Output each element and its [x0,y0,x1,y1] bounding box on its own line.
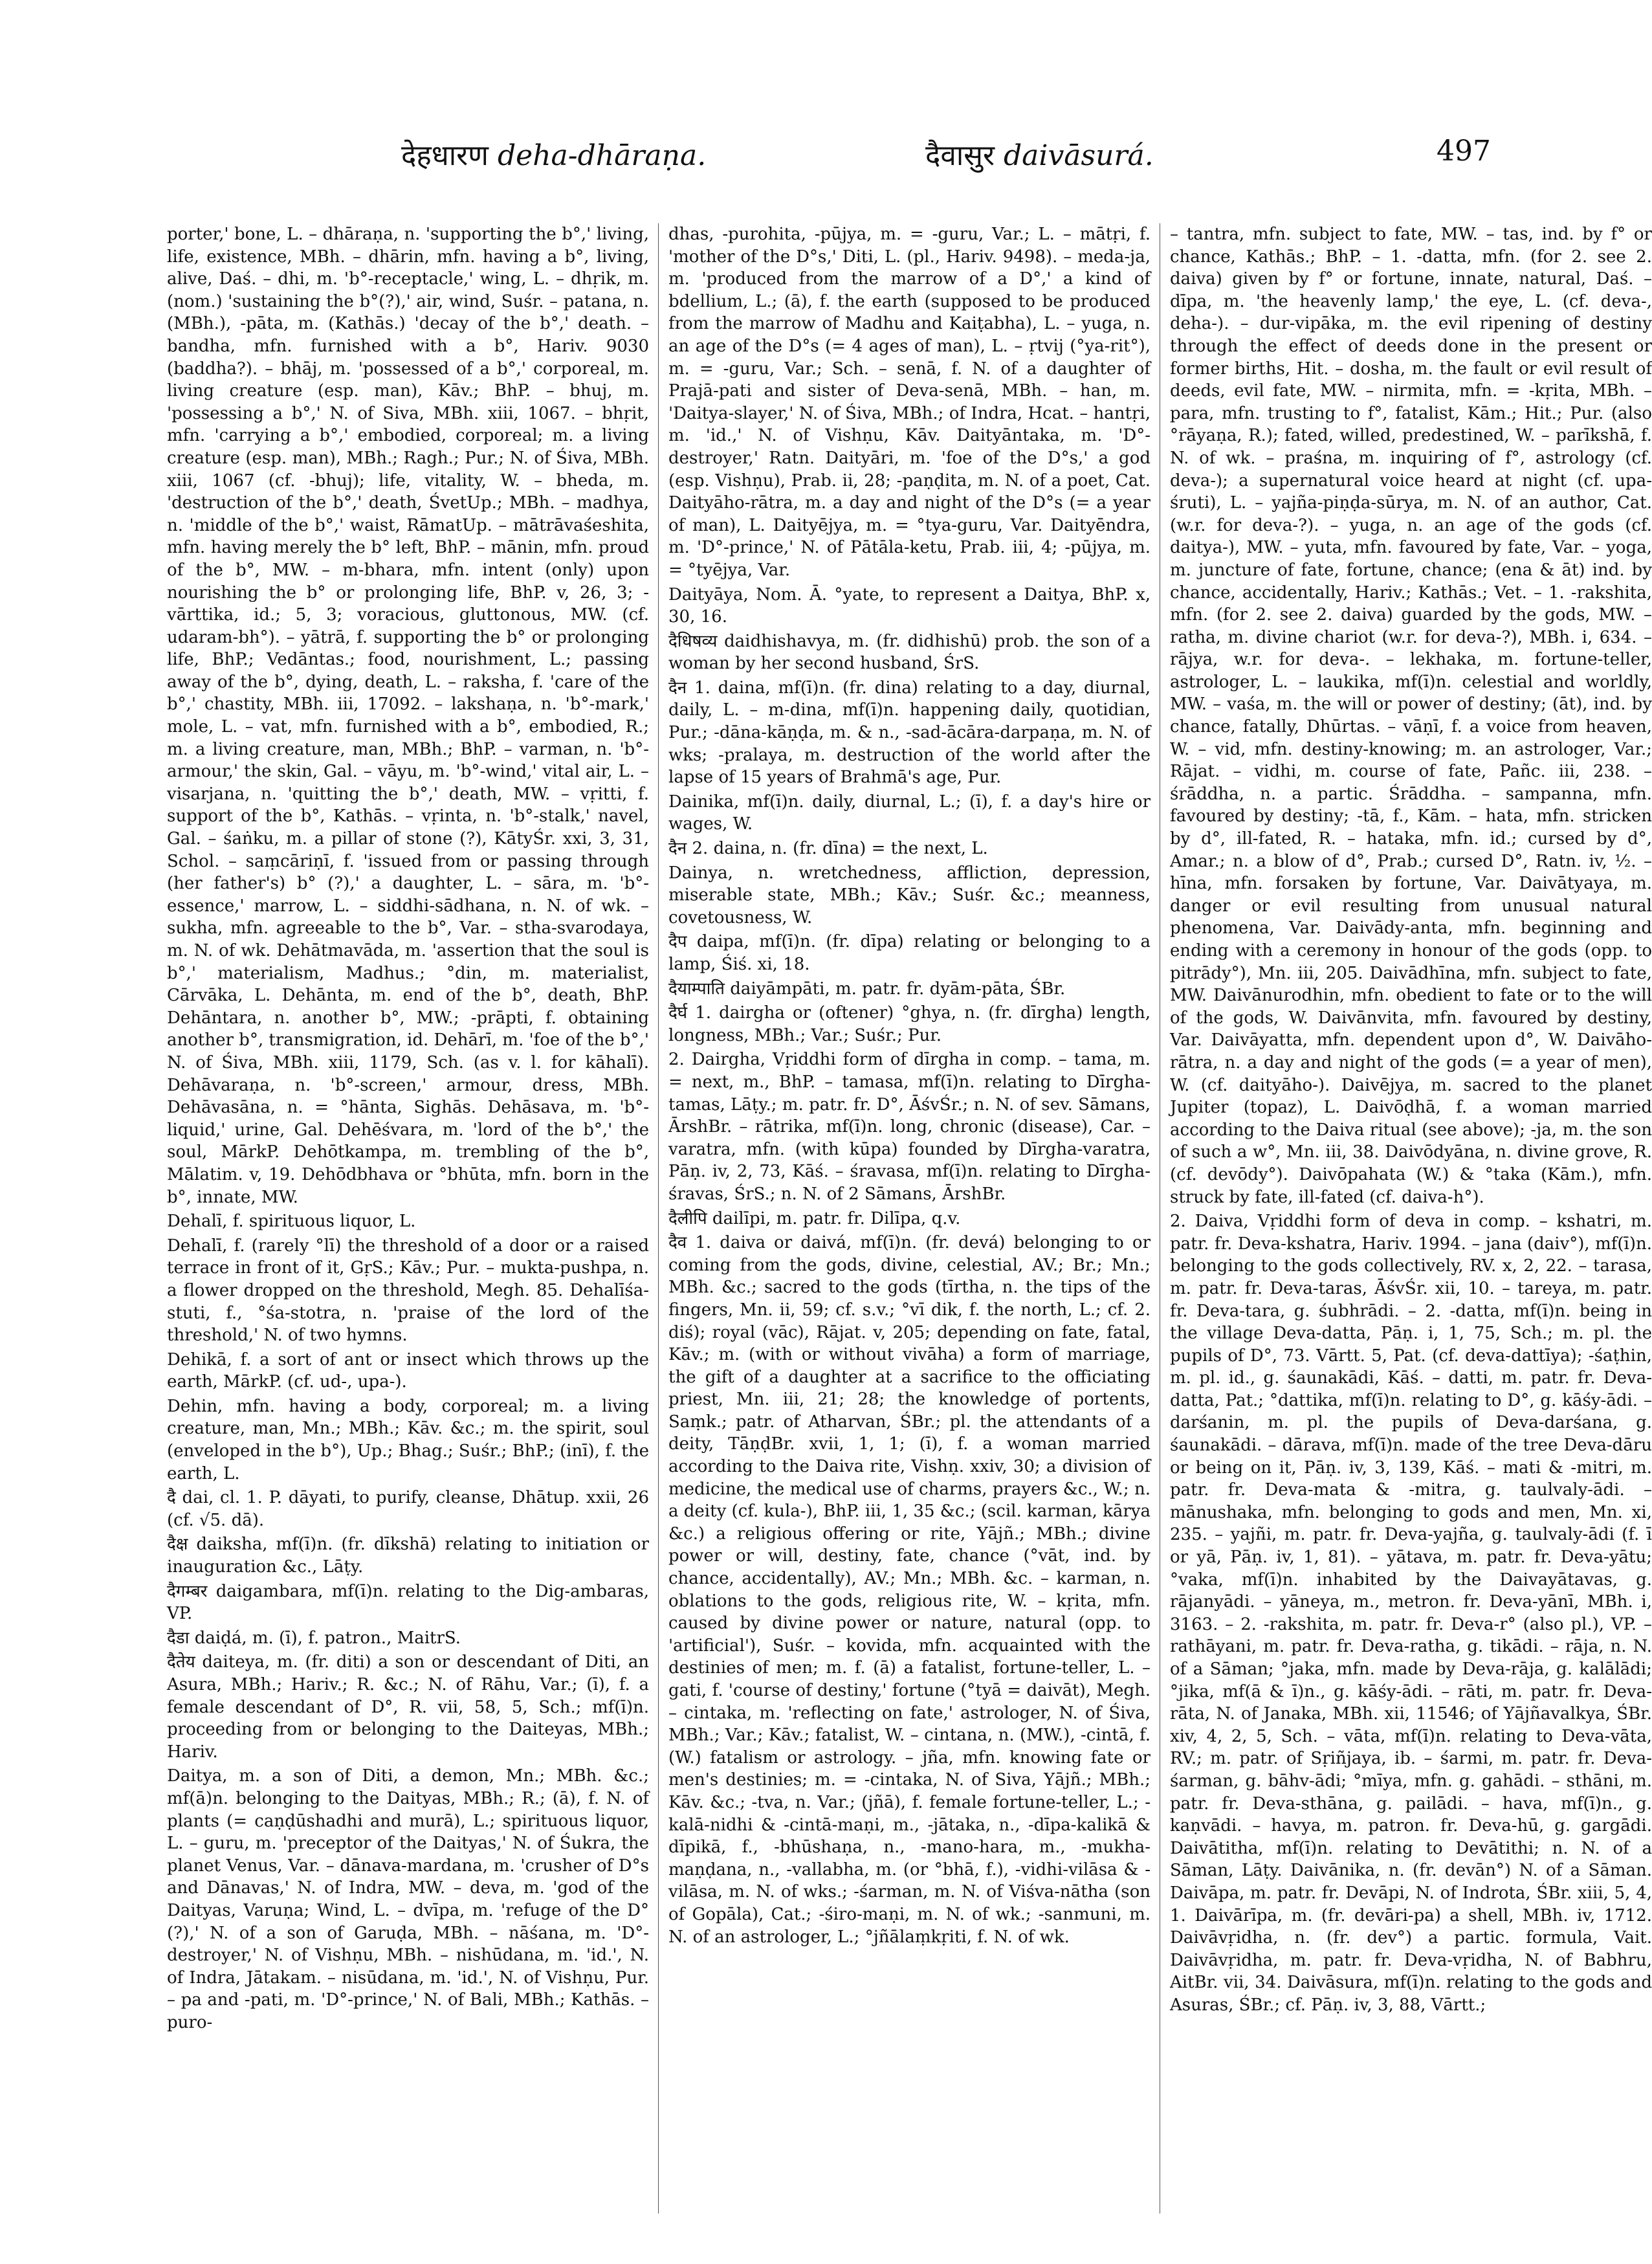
dictionary-entry: Dehalī, f. (rarely °lī) the threshold of a door or a raised terrace in front of it, GṛS.; Kāv.; Pur. – mukta-pushpa, n. a flower dropped on the threshold, Megh. 85. Dehalīśa-stuti, f., °śa-stotra, n. 'praise of the lord of the threshold,' N. of two hymns. [167,1236,649,1346]
column-1 [167,223,649,2217]
dictionary-entry: दैधिषव्य daidhishavya, m. (fr. didhishū) prob. the son of a woman by her second husband, ŚrS. [668,631,1151,674]
dictionary-entry: Dehikā, f. a sort of ant or insect which throws up the earth, MārkP. (cf. ud-, upa-). [167,1349,649,1392]
dictionary-entry: 2. Daiva, Vṛiddhi form of deva in comp. – kshatri, m. patr. fr. Deva-kshatra, Hariv. 1994. – jana (daiv°), mf(ī)n. belonging to the gods collectively, RV. x, 2, 22. – tarasa, m. patr. fr. Deva-taras, ĀśvŚr. xii, 10. – tareya, m. patr. fr. Deva-tara, g. śubhrādi. – 2. -datta, mf(ī)n. being in the village Deva-datta, Pāṇ. i, 1, 75, Sch.; m. pl. the pupils of D°, 73. Vārtt. 5, Pat. (cf. deva-dattīya); -śaṭhin, m. pl. id., g. śaunakādi, Kāś. – datti, m. patr. fr. Deva-datta, Pat.; °dattika, mf(ī)n. relating to D°, g. kāśy-ādi. – darśanin, m. pl. the pupils of Deva-darśana, g. śaunakādi. – dārava, mf(ī)n. made of the tree Deva-dāru or being on it, Pāṇ. iv, 3, 139, Kāś. – mati & -mitri, m. patr. fr. Deva-mata & -mitra, g. taulvaly-ādi. – mānushaka, mfn. belonging to gods and men, Mn. xi, 235. – yajñi, m. patr. fr. Deva-yajña, g. taulvaly-ādi (f. ī or yā, Pāṇ. iv, 1, 81). – yātava, m. patr. fr. Deva-yātu; °vaka, mf(ī)n. inhabited by the Daivayātavas, g. rājanyādi. – yāneya, m., metron. fr. Deva-yānī, MBh. i, 3163. – 2. -rakshita, m. patr. fr. Deva-r° (also pl.), VP. – rathāyani, m. patr. fr. Deva-ratha, g. tikādi. – rāja, n. N. of a Sāman; °jaka, mfn. made by Deva-rāja, g. kalālādi; °jika, mf(ā & ī)n., g. kāśy-ādi. – rāti, m. patr. fr. Deva-rāta, N. of Janaka, MBh. xii, 11546; of Yājñavalkya, ŚBr. xiv, 4, 2, 5, Sch. – vāta, mf(ī)n. relating to Deva-vāta, RV.; m. patr. of Sṛiñjaya, ib. – śarmi, m. patr. fr. Deva-śarman, g. bāhv-ādi; °mīya, mfn. g. gahādi. – sthāni, m. patr. fr. Deva-sthāna, g. pailādi. – hava, mf(ī)n., g. kaṇvādi. – havya, m. patron. fr. Deva-hū, g. gargādi. Daivātitha, mf(ī)n. relating to Devātithi; n. N. of a Sāman, Lāṭy. Daivānika, n. (fr. devān°) N. of a Sāman. Daivāpa, m. patr. fr. Devāpi, N. of Indrota, ŚBr. xiii, 5, 4, 1. Daivārīpa, m. (fr. devāri-pa) a shell, MBh. iv, 1712. Daivāvṛidha, n. (fr. dev°) a partic. formula, Vait. Daivāvṛidha, m. patr. fr. Deva-vṛidha, N. of Babhru, AitBr. vii, 34. Daivāsura, mf(ī)n. relating to the gods and Asuras, ŚBr.; cf. Pāṇ. iv, 3, 88, Vārtt.; [1170,1212,1652,2015]
dictionary-entry: दैगम्बर daigambara, mf(ī)n. relating to the Dig-ambaras, VP. [167,1581,649,1624]
right-headword-roman: daivāsurá. [1003,139,1154,172]
left-headword [401,135,706,173]
dictionary-entry: Dainika, mf(ī)n. daily, diurnal, L.; (ī), f. a day's hire or wages, W. [668,792,1151,834]
dictionary-entry: – tantra, mfn. subject to fate, MW. – tas, ind. by f° or chance, Kathās.; BhP. – 1. -datta, mfn. (for 2. see 2. daiva) given by f° or fortune, innate, natural, Daś. – dīpa, m. 'the heavenly lamp,' the eye, L. (cf. deva-, deha-). – dur-vipāka, m. the evil ripening of destiny through the effect of deeds done in the present or former births, Hit. – dosha, m. the fault or evil result of deeds, evil fate, MW. – nirmita, mfn. = -kṛita, MBh. – para, mfn. trusting to f°, fatalist, Kām.; Hit.; Pur. (also °rāyaṇa, R.); fated, willed, predestined, W. – parīkshā, f. N. of wk. – praśna, m. inquiring of f°, astrology (cf. deva-); a supernatural voice heard at night (cf. upa-śruti), L. – yajña-piṇḍa-sūrya, m. N. of an author, Cat. (w.r. for deva-?). – yuga, n. an age of the gods (cf. daitya-), MW. – yuta, mfn. favoured by fate, Var. – yoga, m. juncture of fate, fortune, chance; (ena & āt) ind. by chance, accidentally, Hariv.; Kathās.; Vet. – 1. -rakshita, mfn. (for 2. see 2. daiva) guarded by the gods, MW. – ratha, m. divine chariot (w.r. for deva-?), MBh. i, 634. – rājya, w.r. for deva-. – lekhaka, m. fortune-teller, astrologer, L. – laukika, mf(ī)n. celestial and worldly, MW. – vaśa, m. the will or power of destiny; (āt), ind. by chance, fatally, Dhūrtas. – vāṇī, f. a voice from heaven, W. – vid, mfn. destiny-knowing; m. an astrologer, Var.; Rājat. – vidhi, m. course of fate, Pañc. iii, 238. – śrāddha, n. a partic. Śrāddha. – sampanna, mfn. favoured by destiny; -tā, f., Kām. – hata, mfn. stricken by d°, ill-fated, R. – hataka, mfn. id.; cursed by d°, Amar.; n. a blow of d°, Prab.; cursed D°, Ratn. iv, ½. – hīna, mfn. forsaken by fortune, Var. Daivātyaya, m. danger or evil resulting from unusual natural phenomena, Var. Daivādy-anta, mfn. beginning and ending with a ceremony in honour of the gods (opp. to pitrādy°), Mn. iii, 205. Daivādhīna, mfn. subject to fate, MW. Daivānurodhin, mfn. obedient to fate or to the will of the gods, W. Daivānvita, mfn. favoured by destiny, Var. Daivāyatta, mfn. dependent upon d°, W. Daivāho-rātra, n. a day and night of the gods (= a year of men), W. (cf. daityāho-). Daivējya, m. sacred to the planet Jupiter (topaz), L. Daivōḍhā, f. a woman married according to the Daiva ritual (see above); -ja, m. the son of such a w°, Mn. iii, 38. Daivōdyāna, n. divine grove, R. (cf. devōdy°). Daivōpahata (W.) & °taka (Kām.), mfn. struck by fate, ill-fated (cf. daiva-h°). [1170,225,1652,1207]
column-2 [668,223,1151,2217]
dictionary-entry: dhas, -purohita, -pūjya, m. = -guru, Var.; L. – mātṛi, f. 'mother of the D°s,' Diti, L. (pl., Hariv. 9498). – meda-ja, m. 'produced from the marrow of a D°,' a kind of bdellium, L.; (ā), f. the earth (supposed to be produced from the marrow of Madhu and Kaiṭabha), L. – yuga, n. an age of the D°s (= 4 ages of man), L. – ṛtvij (°ya-rit°), m. = -guru, Var.; Sch. – senā, f. N. of a daughter of Prajā-pati and sister of Deva-senā, MBh. – han, m. 'Daitya-slayer,' N. of Śiva, MBh.; of Indra, Hcat. – hantṛi, m. 'id.,' N. of Vishṇu, Kāv. Daityāntaka, m. 'D°-destroyer,' Ratn. Daityāri, m. 'foe of the D°s,' a god (esp. Vishṇu), Prab. ii, 28; -paṇḍita, m. N. of a poet, Cat. Daityāho-rātra, m. a day and night of the D°s (= a year of man), L. Daityējya, m. = °tya-guru, Var. Daityēndra, m. 'D°-prince,' N. of Pātāla-ketu, Prab. iii, 4; -pūjya, m. = °tyējya, Var. [668,225,1151,580]
dictionary-entry: दै dai, cl. 1. P. dāyati, to purify, cleanse, Dhātup. xxii, 26 (cf. √5. dā). [167,1488,649,1530]
dictionary-entry: Daityāya, Nom. Ā. °yate, to represent a Daitya, BhP. x, 30, 16. [668,584,1151,627]
dictionary-entry: दैतेय daiteya, m. (fr. diti) a son or descendant of Diti, an Asura, MBh.; Hariv.; R. &c.; N. of Rāhu, Var.; (ī), f. a female descendant of D°, R. vii, 58, 5, Sch.; mf(ī)n. proceeding from or belonging to the Daiteyas, MBh.; Hariv. [167,1652,649,1762]
page-number: 497 [1437,135,1491,168]
dictionary-entry: दैलीपि dailīpi, m. patr. fr. Dilīpa, q.v. [668,1208,961,1228]
dictionary-entry: दैडा daiḍá, m. (ī), f. patron., MaitrS. [167,1628,461,1648]
right-headword-devanagari: दैवासुर [925,139,995,172]
dictionary-entry: Dehin, mfn. having a body, corporeal; m. a living creature, man, Mn.; MBh.; Kāv. &c.; m. the spirit, soul (enveloped in the b°), Up.; Bhag.; Suśr.; BhP.; (inī), f. the earth, L. [167,1396,649,1483]
left-headword-roman: deha-dhāraṇa. [498,139,707,172]
dictionary-entry: porter,' bone, L. – dhāraṇa, n. 'supporting the b°,' living, life, existence, MBh. – dhārin, mfn. having a b°, living, alive, Daś. – dhi, m. 'b°-receptacle,' wing, L. – dhṛik, m. (nom.) 'sustaining the b°(?),' air, wind, Suśr. – patana, n. (MBh.), -pāta, m. (Kathās.) 'decay of the b°,' death. – bandha, mfn. furnished with a b°, Hariv. 9030 (baddha?). – bhāj, m. 'possessed of a b°,' corporeal, m. living creature (esp. man), Kāv.; BhP. – bhuj, m. 'possessing a b°,' N. of Siva, MBh. xiii, 1067. – bhṛit, mfn. 'carrying a b°,' embodied, corporeal; m. a living creature (esp. man), MBh.; Ragh.; Pur.; N. of Śiva, MBh. xiii, 1067 (cf. -bhuj); life, vitality, W. – bheda, m. 'destruction of the b°,' death, ŚvetUp.; MBh. – madhya, n. 'middle of the b°,' waist, RāmatUp. – mātrāvaśeshita, mfn. having merely the b° left, BhP. – mānin, mfn. proud of the b°, MW. – m-bhara, mfn. intent (only) upon nourishing the b° or prolonging life, BhP. v, 26, 3; -vārttika, id.; 5, 3; voracious, gluttonous, MW. (cf. udaram-bh°). – yātrā, f. supporting the b° or prolonging life, BhP.; Vedāntas.; food, nourishment, L.; passing away of the b°, dying, death, L. – raksha, f. 'care of the b°,' chastity, MBh. iii, 17092. – lakshaṇa, n. 'b°-mark,' mole, L. – vat, mfn. furnished with a b°, embodied, R.; m. a living creature, man, MBh.; BhP. – varman, n. 'b°-armour,' the skin, Gal. – vāyu, m. 'b°-wind,' vital air, L. – visarjana, n. 'quitting the b°,' death, MW. – vṛitti, f. support of the b°, Kathās. – vṛinta, n. 'b°-stalk,' navel, Gal. – śaṅku, m. a pillar of stone (?), KātyŚr. xxi, 3, 31, Schol. – saṃcāriṇī, f. 'issued from or passing through (her father's) b° (?),' a daughter, L. – sāra, m. 'b°-essence,' marrow, L. – siddhi-sādhana, n. N. of wk. – sukha, mfn. agreeable to the b°, Var. – stha-svarodaya, m. N. of wk. Dehātmavāda, m. 'assertion that the soul is b°,' materialism, Madhus.; °din, m. materialist, Cārvāka, L. Dehānta, m. end of the b°, death, BhP. Dehāntara, n. another b°, MW.; -prāpti, f. obtaining another b°, transmigration, id. Dehārī, m. 'foe of the b°,' N. of Śiva, MBh. xiii, 1179, Sch. (as v. l. for kāhalī). Dehāvaraṇa, n. 'b°-screen,' armour, dress, MBh. Dehāvasāna, n. = °hānta, Sighās. Dehāsava, m. 'b°-liquid,' urine, Gal. Dehēśvara, m. 'lord of the b°,' the soul, MārkP. Dehōtkampa, m. trembling of the b°, Mālatim. v, 19. Dehōdbhava or °bhūta, mfn. born in the b°, innate, MW. [167,225,649,1207]
running-header [0,135,1602,186]
dictionary-entry: दैयाम्पाति daiyāmpāti, m. patr. fr. dyām-pāta, ŚBr. [668,979,1066,999]
dictionary-entry: Dehalī, f. spirituous liquor, L. [167,1212,416,1232]
dictionary-entry: Daitya, m. a son of Diti, a demon, Mn.; MBh. &c.; mf(ā)n. belonging to the Daityas, MBh.; R.; (ā), f. N. of plants (= caṇḍūshadhi and murā), L.; spirituous liquor, L. – guru, m. 'preceptor of the Daityas,' N. of Śukra, the planet Venus, Var. – dānava-mardana, m. 'crusher of D°s and Dānavas,' N. of Indra, MW. – deva, m. 'god of the Daityas, Varuṇa; Wind, L. – dvīpa, m. 'refuge of the D°(?),' N. of a son of Garuḍa, MBh. – nāśana, m. 'D°-destroyer,' N. of Vishṇu, MBh. – nishūdana, m. 'id.', N. of Indra, Jātakam. – nisūdana, m. 'id.', N. of Vishṇu, Pur. – pa and -pati, m. 'D°-prince,' N. of Bali, MBh.; Kathās. – puro- [167,1766,649,2032]
dictionary-entry: Dainya, n. wretchedness, affliction, depression, miserable state, MBh.; Kāv.; Suśr. &c.; meanness, covetousness, W. [668,863,1151,927]
right-headword [925,135,1154,173]
dictionary-entry: 2. Dairgha, Vṛiddhi form of dīrgha in comp. – tama, m. = next, m., BhP. – tamasa, mf(ī)n. relating to Dīrgha-tamas, Lāṭy.; m. patr. fr. D°, ĀśvŚr.; n. N. of sev. Sāmans, ĀrshBr. – rātrika, mf(ī)n. long, chronic (disease), Car. – varatra, mfn. (with kūpa) founded by Dīrgha-varatra, Pāṇ. iv, 2, 73, Kāś. – śravasa, mf(ī)n. relating to Dīrgha-śravas, ŚrS.; n. N. of 2 Sāmans, ĀrshBr. [668,1050,1151,1204]
dictionary-entry: दैव 1. daiva or daivá, mf(ī)n. (fr. devá) belonging to or coming from the gods, divine, celestial, AV.; Br.; Mn.; MBh. &c.; sacred to the gods (tīrtha, n. the tips of the fingers, Mn. ii, 59; cf. s.v.; °vī dik, f. the north, L.; cf. 2. diś); royal (vāc), Rājat. v, 205; depending on fate, fatal, Kāv.; m. (with or without vivāha) a form of marriage, the gift of a daughter at a sacrifice to the officiating priest, Mn. iii, 21; 28; the knowledge of portents, Saṃk.; patr. of Atharvan, ŚBr.; pl. the attendants of a deity, TāṇḍBr. xvii, 1, 1; (ī), f. a woman married according to the Daiva rite, Vishṇ. xxiv, 30; a division of medicine, the medical use of charms, prayers &c., W.; n. a deity (cf. kula-), BhP. iii, 1, 35 &c.; (scil. karman, kārya &c.) a religious offering or rite, Yājñ.; MBh.; divine power or will, destiny, fate, chance (°vāt, ind. by chance, accidentally), AV.; Mn.; MBh. &c. – karman, n. oblations to the gods, religious rite, W. – kṛita, mfn. caused by divine power or nature, natural (opp. to 'artificial'), Suśr. – kovida, mfn. acquainted with the destinies of men; m. f. (ā) a fatalist, fortune-teller, L. – gati, f. 'course of destiny,' fortune (°tyā = daivāt), Megh. – cintaka, m. 'reflecting on fate,' astrologer, N. of Śiva, MBh.; Var.; Kāv.; fatalist, W. – cintana, n. (MW.), -cintā, f. (W.) fatalism or astrology. – jña, mfn. knowing fate or men's destinies; m. = -cintaka, N. of Siva, Yājñ.; MBh.; Kāv. &c.; -tva, n. Var.; (jñā), f. female fortune-teller, L.; -kalā-nidhi & -cintā-maṇi, m., -jātaka, n., -dīpa-kalikā & dīpikā, f., -bhūshaṇa, n., -mano-hara, m., -mukha-maṇḍana, n., -vallabha, m. (or °bhā, f.), -vidhi-vilāsa & -vilāsa, m. N. of wks.; -śarman, m. N. of Viśva-nātha (son of Gopāla), Cat.; -śiro-maṇi, m. N. of wk.; -sanmuni, m. N. of an astrologer, L.; °jñālaṃkṛiti, f. N. of wk. [668,1233,1151,1947]
dictionary-entry: दैन 1. daina, mf(ī)n. (fr. dina) relating to a day, diurnal, daily, L. – m-dina, mf(ī)n. happening daily, quotidian, Pur.; -dāna-kāṇḍa, m. & n., -sad-ācāra-darpaṇa, m. N. of wks; -pralaya, m. destruction of the world after the lapse of 15 years of Brahmā's age, Pur. [668,678,1151,788]
dictionary-entry: दैर्घ 1. dairgha or (oftener) °ghya, n. (fr. dīrgha) length, longness, MBh.; Var.; Suśr.; Pur. [668,1003,1151,1045]
left-headword-devanagari: देहधारण [401,139,489,172]
column-divider [658,223,659,2214]
dictionary-entry: दैन 2. daina, n. (fr. dīna) = the next, L. [668,839,988,859]
dictionary-entry: दैक्ष daiksha, mf(ī)n. (fr. dīkshā) relating to initiation or inauguration &c., Lāṭy. [167,1535,649,1577]
column-3 [1170,223,1652,2217]
dictionary-entry: दैप daipa, mf(ī)n. (fr. dīpa) relating or belonging to a lamp, Śiś. xi, 18. [668,932,1151,974]
